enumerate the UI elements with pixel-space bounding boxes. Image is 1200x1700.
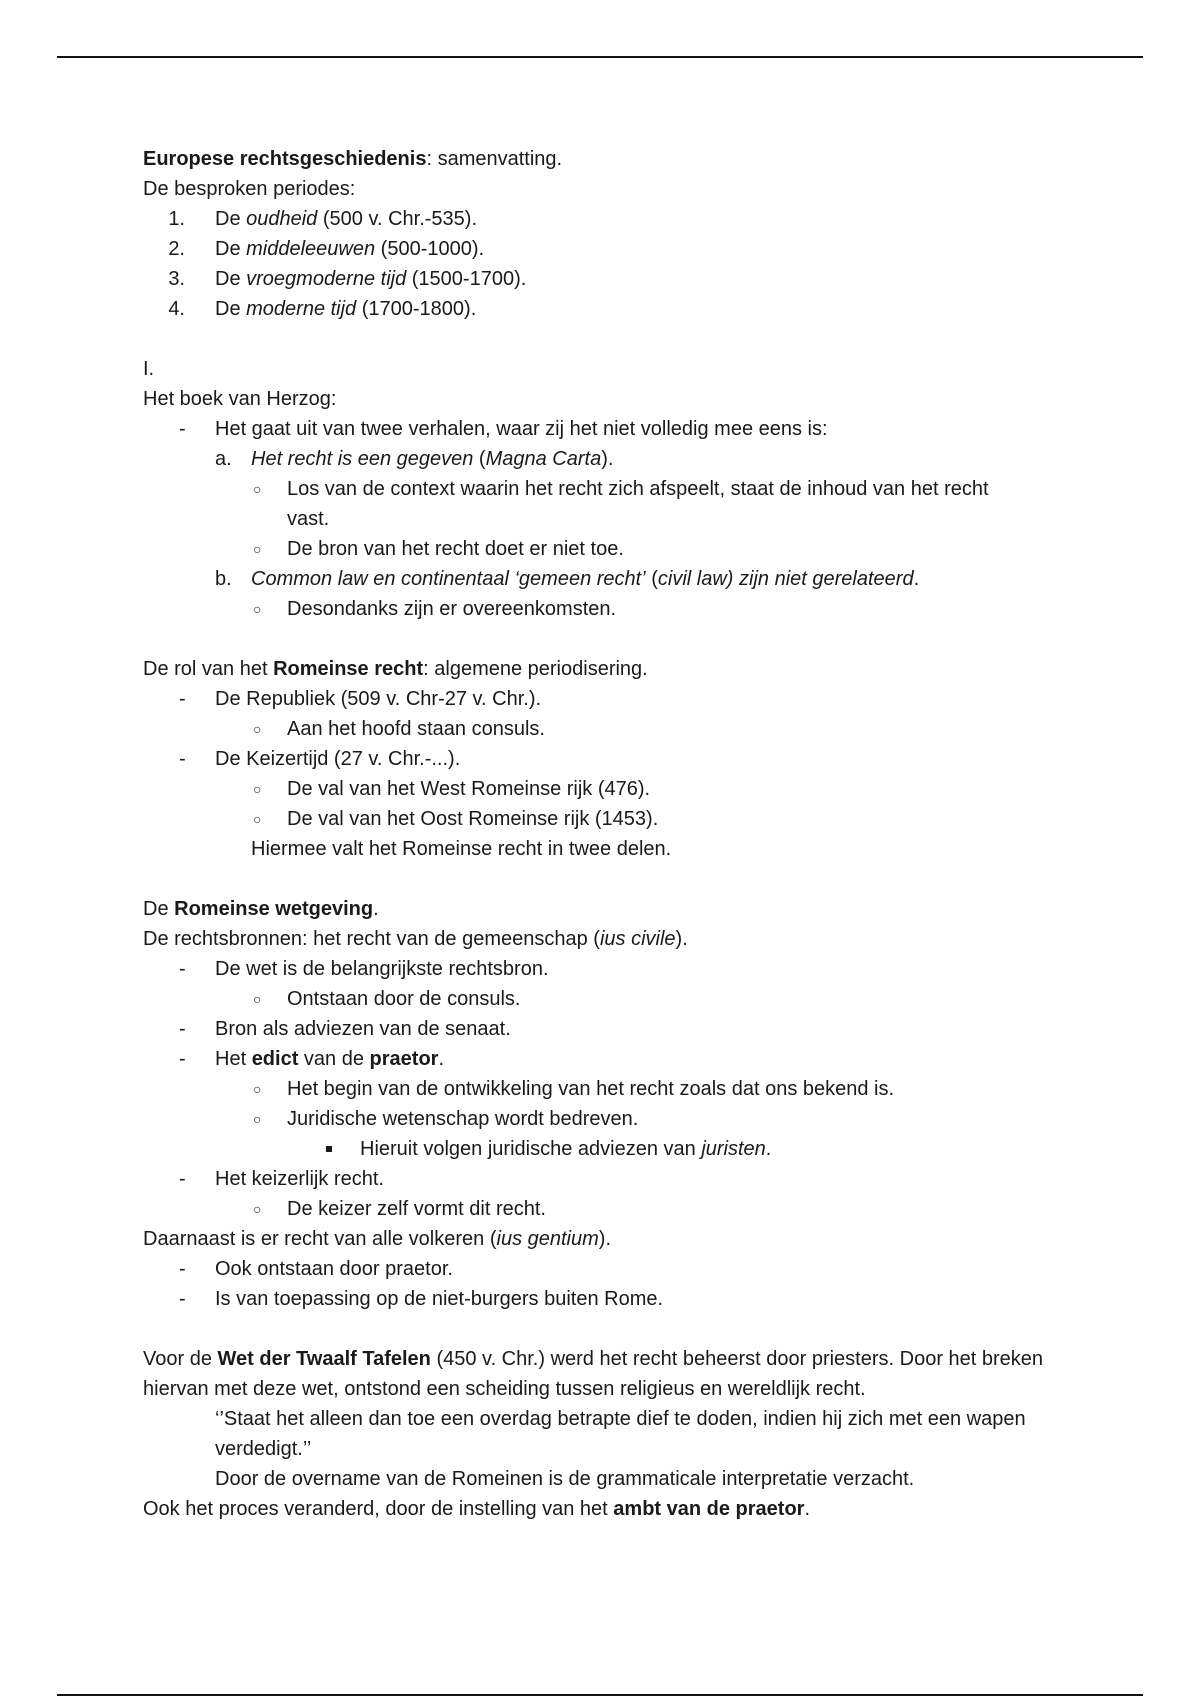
dash-bullet: - bbox=[179, 688, 186, 710]
circle-bullet: ○ bbox=[253, 1081, 262, 1097]
list-item: 4. De moderne tijd (1700-1800). bbox=[168, 298, 477, 320]
list-item: - Het edict van de praetor. bbox=[143, 1044, 1073, 1074]
paragraph-line: De rechtsbronnen: het recht van de gemeenschap (ius civile). bbox=[143, 928, 688, 950]
circle-bullet: ○ bbox=[253, 481, 262, 497]
list-item: Hieruit volgen juridische adviezen van juristen. bbox=[143, 1134, 1073, 1164]
header-rule bbox=[57, 56, 1143, 58]
circle-bullet: ○ bbox=[253, 721, 262, 737]
list-item: ○ Juridische wetenschap wordt bedreven. bbox=[143, 1104, 1073, 1134]
circle-bullet: ○ bbox=[253, 781, 262, 797]
quote: ‘’Staat het alleen dan toe een overdag betrapte dief te doden, indien hij zich met een wapen verdedigt.’’ bbox=[215, 1408, 1026, 1460]
periods-intro: De besproken periodes: bbox=[143, 178, 356, 200]
dash-bullet: - bbox=[179, 958, 186, 980]
list-item: - De wet is de belangrijkste rechtsbron. bbox=[143, 954, 1073, 984]
circle-bullet: ○ bbox=[253, 541, 262, 557]
circle-bullet: ○ bbox=[253, 1201, 262, 1217]
square-bullet bbox=[326, 1146, 332, 1152]
dash-bullet: - bbox=[179, 1288, 186, 1310]
note-line: Hiermee valt het Romeinse recht in twee delen. bbox=[251, 838, 672, 860]
list-item: - Is van toepassing op de niet-burgers buiten Rome. bbox=[143, 1284, 1073, 1314]
paragraph-line: Daarnaast is er recht van alle volkeren (ius gentium). bbox=[143, 1228, 611, 1250]
list-item: ○ Aan het hoofd staan consuls. bbox=[143, 714, 1073, 744]
list-item: b. Common law en continentaal ‘gemeen recht’ (civil law) zijn niet gerelateerd. bbox=[215, 568, 920, 590]
list-item: ○ Desondanks zijn er overeenkomsten. bbox=[143, 594, 1073, 624]
list-item: 2. De middeleeuwen (500-1000). bbox=[168, 238, 485, 260]
dash-bullet: - bbox=[179, 1168, 186, 1190]
circle-bullet: ○ bbox=[253, 1111, 262, 1127]
dash-bullet: - bbox=[179, 1048, 186, 1070]
list-item: 1. De oudheid (500 v. Chr.-535). bbox=[168, 208, 478, 230]
list-item: ○ Het begin van de ontwikkeling van het recht zoals dat ons bekend is. bbox=[143, 1074, 1073, 1104]
dash-bullet: - bbox=[179, 748, 186, 770]
list-item: 3. De vroegmoderne tijd (1500-1700). bbox=[168, 268, 527, 290]
list-item: - Bron als adviezen van de senaat. bbox=[143, 1014, 1073, 1044]
list-item: - Het gaat uit van twee verhalen, waar zij het niet volledig mee eens is: bbox=[143, 414, 1073, 444]
list-item: a. Het recht is een gegeven (Magna Carta). bbox=[215, 448, 614, 470]
circle-bullet: ○ bbox=[253, 991, 262, 1007]
list-item: - De Keizertijd (27 v. Chr.-...). bbox=[143, 744, 1073, 774]
paragraph-line: Ook het proces veranderd, door de instelling van het ambt van de praetor. bbox=[143, 1498, 811, 1520]
list-item: ○ De val van het Oost Romeinse rijk (1453). bbox=[143, 804, 1073, 834]
list-item: - Ook ontstaan door praetor. bbox=[143, 1254, 1073, 1284]
list-item: ○ De keizer zelf vormt dit recht. bbox=[143, 1194, 1073, 1224]
dash-bullet: - bbox=[179, 1018, 186, 1040]
section-heading: De Romeinse wetgeving. bbox=[143, 898, 379, 920]
list-item: - De Republiek (509 v. Chr-27 v. Chr.). bbox=[143, 684, 1073, 714]
paragraph: Voor de Wet der Twaalf Tafelen (450 v. Chr.) werd het recht beheerst door priesters. Door het breken hiervan met deze wet, ontstond een scheiding tussen religieus en wereldlijk recht. bbox=[143, 1348, 1044, 1400]
dash-bullet: - bbox=[179, 418, 186, 440]
section-heading: Het boek van Herzog: bbox=[143, 388, 337, 410]
section-heading: De rol van het Romeinse recht: algemene periodisering. bbox=[143, 658, 648, 680]
dash-bullet: - bbox=[179, 1258, 186, 1280]
list-item: ○ De val van het West Romeinse rijk (476). bbox=[143, 774, 1073, 804]
list-item: ○ Los van de context waarin het recht zich afspeelt, staat de inhoud van het recht vast. bbox=[143, 474, 1073, 534]
list-item: ○ Ontstaan door de consuls. bbox=[143, 984, 1073, 1014]
document-title: Europese rechtsgeschiedenis: samenvatting. bbox=[143, 148, 563, 170]
list-item: ○ De bron van het recht doet er niet toe. bbox=[143, 534, 1073, 564]
circle-bullet: ○ bbox=[253, 811, 262, 827]
section-marker: I. bbox=[143, 358, 155, 380]
document-body bbox=[143, 144, 1073, 1524]
list-item: - Het keizerlijk recht. bbox=[143, 1164, 1073, 1194]
note-line: Door de overname van de Romeinen is de grammaticale interpretatie verzacht. bbox=[215, 1468, 915, 1490]
footer-rule bbox=[57, 1694, 1143, 1696]
circle-bullet: ○ bbox=[253, 601, 262, 617]
